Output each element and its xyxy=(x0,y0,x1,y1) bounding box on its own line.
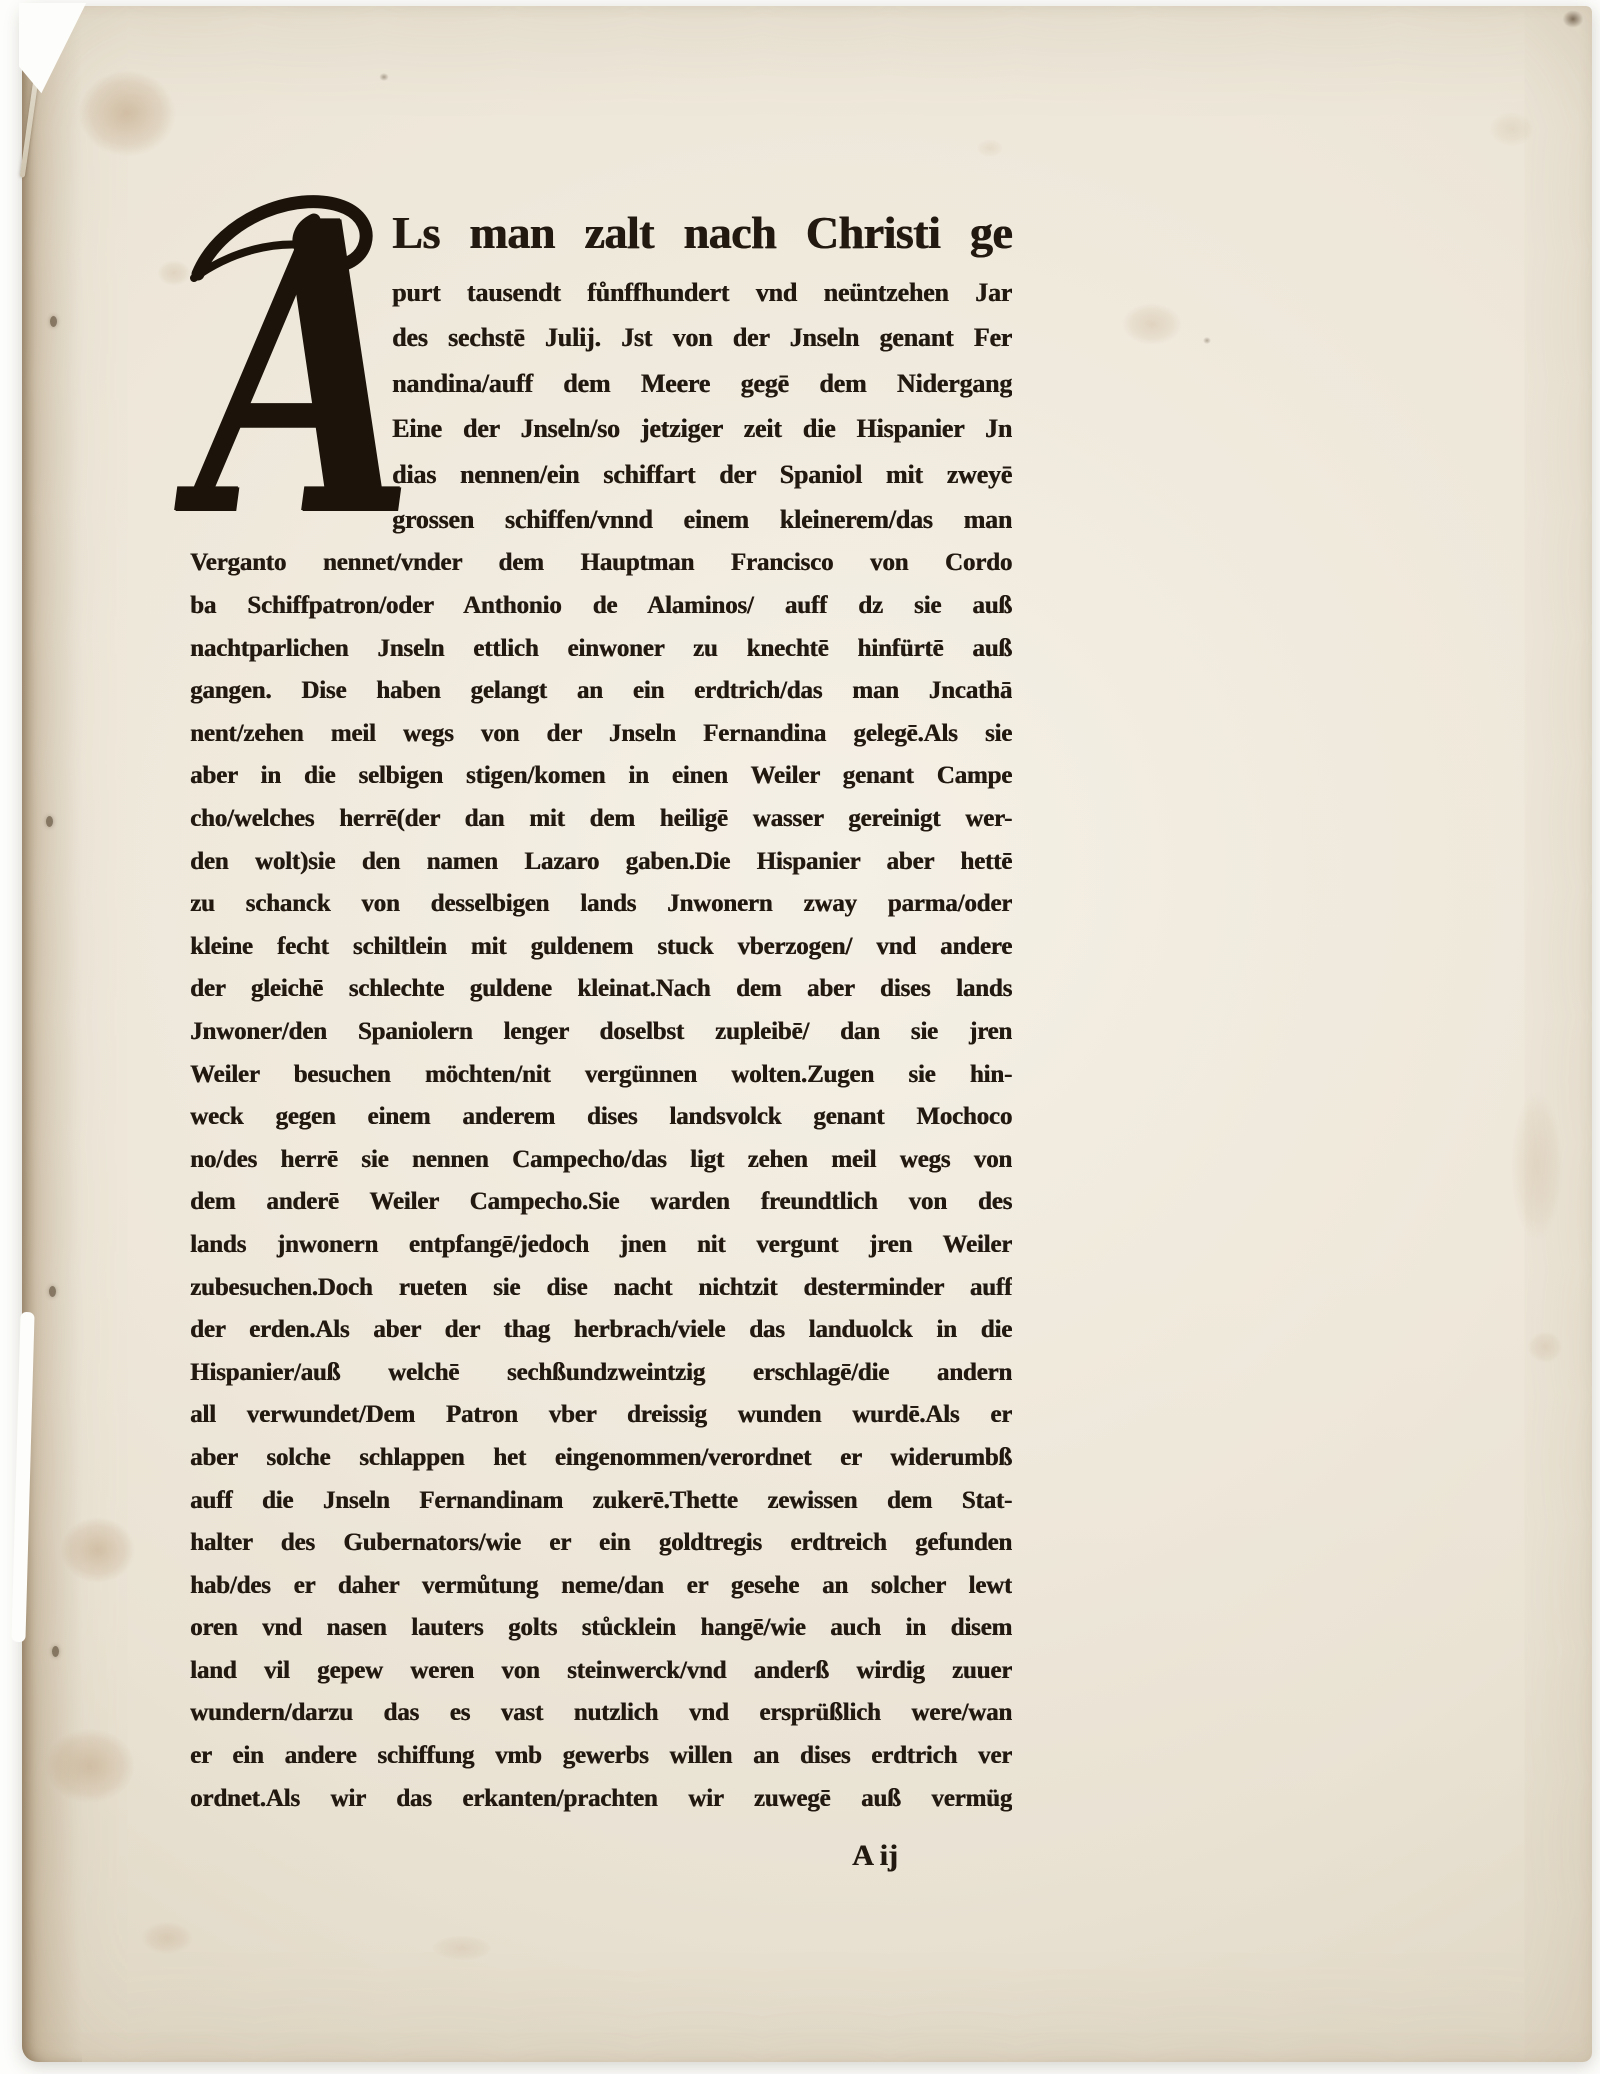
text-line: grossen schiffen/vnnd einem kleinerem/das man xyxy=(392,505,1012,535)
text-line: Verganto nennet/vnder dem Hauptman Francisco von Cordo xyxy=(190,549,1012,577)
ink-speck xyxy=(1560,8,1586,30)
sewing-hole xyxy=(49,1286,56,1297)
foxing-stain xyxy=(132,1916,202,1960)
text-line: purt tausendt fůnffhundert vnd neüntzehen Jar xyxy=(392,278,1012,307)
text-line: aber in die selbigen stigen/komen in einen Weiler genant Campe xyxy=(190,762,1012,790)
text-line: auff die Jnseln Fernandinam zukerē.Thette zewissen dem Stat- xyxy=(190,1486,1012,1514)
text-line: hab/des er daher vermůtung neme/dan er gesehe an solcher lewt xyxy=(190,1571,1012,1599)
text-line: nent/zehen meil wegs von der Jnseln Fernandina gelegē.Als sie xyxy=(190,719,1012,747)
text-line: dias nennen/ein schiffart der Spaniol mit zweyē xyxy=(392,459,1012,489)
text-line: ordnet.Als wir das erkanten/prachten wir zuwegē auß vermüg xyxy=(190,1784,1012,1812)
text-line: der gleichē schlechte guldene kleinat.Nach dem aber dises lands xyxy=(190,975,1012,1003)
text-line: kleine fecht schiltlein mit guldenem stuck vberzogen/ vnd andere xyxy=(190,932,1012,960)
text-line: er ein andere schiffung vmb gewerbs willen an dises erdtrich ver xyxy=(190,1742,1012,1770)
foxing-stain xyxy=(1502,1066,1572,1266)
text-line: Weiler besuchen möchten/nit vergünnen wolten.Zugen sie hin- xyxy=(190,1060,1012,1088)
text-line: land vil gepew weren von steinwerck/vnd anderß wirdig zuuer xyxy=(190,1656,1012,1684)
text-line: halter des Gubernators/wie er ein goldtregis erdtreich gefunden xyxy=(190,1529,1012,1557)
text-line: Jnwoner/den Spaniolern lenger doselbst zupleibē/ dan sie jren xyxy=(190,1017,1012,1045)
text-line: all verwundet/Dem Patron vber dreissig wunden wurdē.Als er xyxy=(190,1401,1012,1429)
text-line: Hispanier/auß welchē sechßundzweintzig erschlagē/die andern xyxy=(190,1358,1012,1386)
text-line: nachtparlichen Jnseln ettlich einwoner zu knechtē hinfürtē auß xyxy=(190,634,1012,662)
text-line: aber solche schlappen het eingenommen/verordnet er widerumbß xyxy=(190,1443,1012,1471)
text-line: lands jnwonern entpfangē/jedoch jnen nit vergunt jren Weiler xyxy=(190,1230,1012,1258)
text-line: Eine der Jnseln/so jetziger zeit die Hispanier Jn xyxy=(392,414,1012,444)
text-line: der erden.Als aber der thag herbrach/viele das landuolck in die xyxy=(190,1316,1012,1344)
text-line: dem anderē Weiler Campecho.Sie warden freundtlich von des xyxy=(190,1188,1012,1216)
sewing-hole xyxy=(52,1646,59,1657)
text-line: des sechstē Julij. Jst von der Jnseln genant Fer xyxy=(392,323,1012,353)
text-line: wundern/darzu das es vast nutzlich vnd ersprüßlich were/wan xyxy=(190,1699,1012,1727)
drop-cap xyxy=(190,135,414,605)
text-line: zu schanck von desselbigen lands Jnwonern zway parma/oder xyxy=(190,890,1012,918)
sewing-hole xyxy=(50,316,57,327)
book-page xyxy=(22,6,1592,2062)
ink-speck xyxy=(1202,336,1212,345)
text-line: nandina/auff dem Meere gegē dem Nidergang xyxy=(392,368,1012,398)
body-lines xyxy=(190,542,1012,1820)
drop-cap-letter: A xyxy=(196,135,414,605)
text-line: cho/welches herrē(der dan mit dem heiligē wasser gereinigt wer- xyxy=(190,805,1012,832)
foxing-stain xyxy=(1482,106,1542,152)
text-line: ba Schiffpatron/oder Anthonio de Alaminos/ auff dz sie auß xyxy=(190,592,1012,620)
binding-edge xyxy=(22,6,82,2062)
text-line: den wolt)sie den namen Lazaro gaben.Die Hispanier aber hettē xyxy=(190,847,1012,875)
foxing-stain xyxy=(972,136,1008,160)
text-line: oren vnd nasen lauters golts stůcklein hangē/wie auch in disem xyxy=(190,1614,1012,1642)
sewing-hole xyxy=(46,816,53,827)
signature-mark: A ij xyxy=(852,1839,898,1873)
opening-line: Ls man zalt nach Christi ge xyxy=(392,207,1012,258)
text-line: weck gegen einem anderem dises landsvolck genant Mochoco xyxy=(190,1103,1012,1131)
foxing-stain xyxy=(422,1931,502,1965)
text-line: zubesuchen.Doch rueten sie dise nacht nichtzit desterminder auff xyxy=(190,1273,1012,1301)
foxing-stain xyxy=(1112,296,1192,352)
text-line: gangen. Dise haben gelangt an ein erdtrich/das man Jncathā xyxy=(190,677,1012,705)
text-line: no/des herrē sie nennen Campecho/das ligt zehen meil wegs von xyxy=(190,1145,1012,1173)
ink-speck xyxy=(378,72,390,82)
foxing-stain xyxy=(1522,1326,1568,1368)
printed-text-block xyxy=(190,135,1012,1876)
